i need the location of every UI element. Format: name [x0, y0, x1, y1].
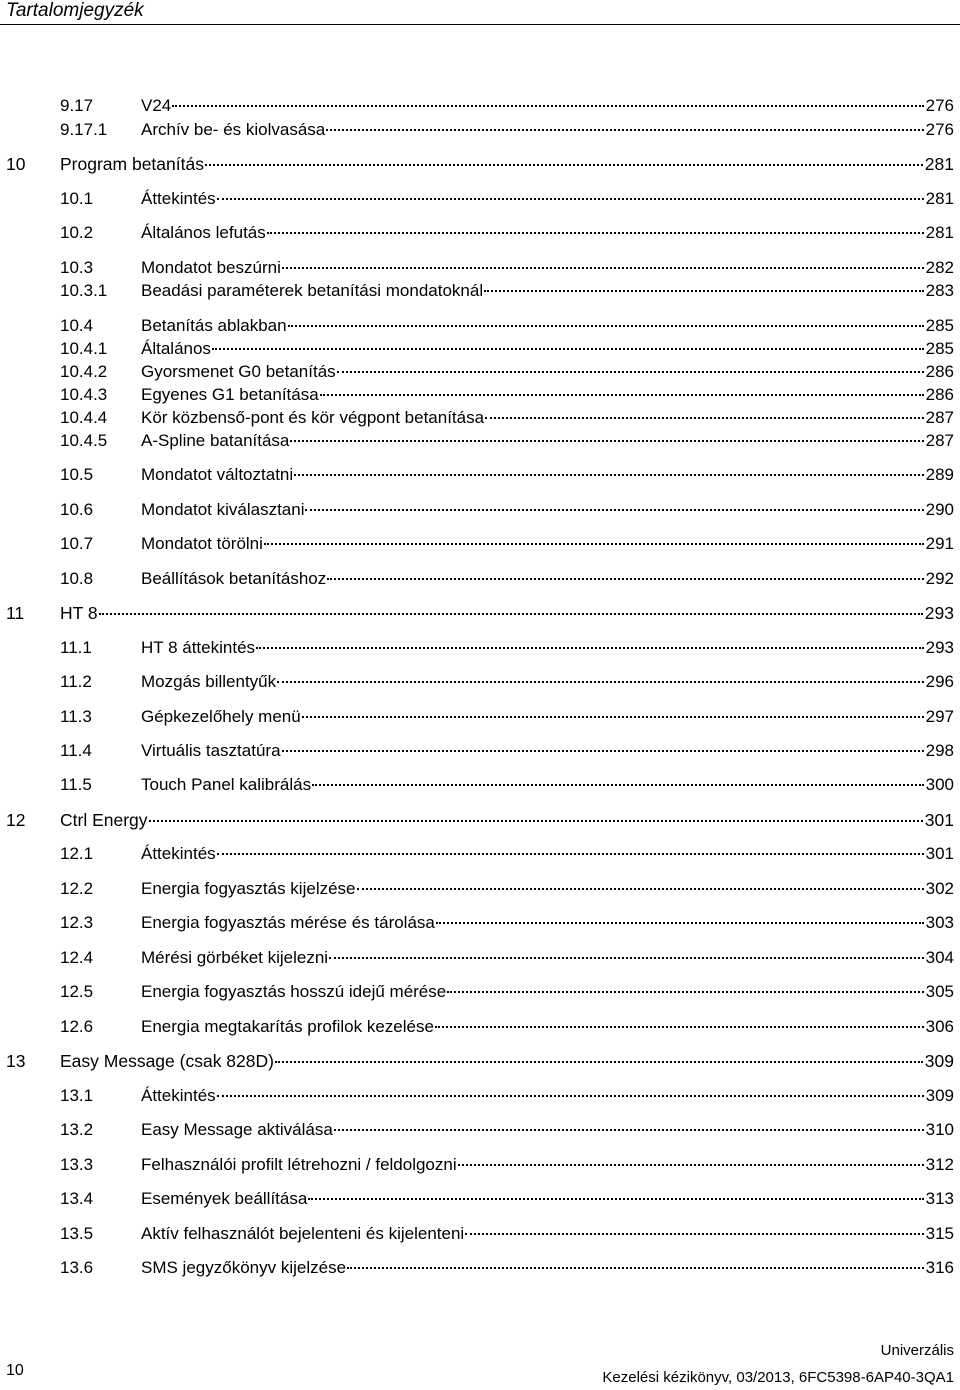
- toc-entry-page-number: 301: [924, 810, 954, 830]
- toc-entry-page-number: 281: [925, 189, 954, 208]
- toc-entry-title: HT 8: [60, 603, 98, 623]
- toc-entry-page-number: 300: [925, 775, 954, 794]
- toc-entry-number: 11.4: [60, 741, 92, 760]
- toc-entry-number: 10.8: [60, 569, 94, 588]
- toc-entry-number: 10.4.2: [60, 362, 108, 381]
- dot-leader: [485, 417, 924, 419]
- toc-entry-page-number: 301: [925, 844, 954, 863]
- toc-entry-page-number: 313: [925, 1189, 954, 1208]
- toc-entry-title: Energia megtakarítás profilok kezelése: [141, 1017, 434, 1036]
- toc-entry-page-number: 281: [924, 154, 954, 174]
- dot-leader: [337, 371, 924, 373]
- toc-entry-page-number: 297: [925, 707, 954, 726]
- toc-entry-page-number: 287: [925, 431, 954, 450]
- dot-leader: [329, 957, 924, 959]
- toc-entry-number: 12.5: [60, 982, 94, 1001]
- toc-entry[interactable]: [0, 188, 960, 210]
- dot-leader: [290, 440, 923, 442]
- toc-entry-title: Események beállítása: [141, 1189, 308, 1208]
- toc-entry-page-number: 296: [925, 672, 954, 691]
- dot-leader: [212, 348, 924, 350]
- toc-entry-number: 13: [6, 1051, 26, 1071]
- toc-entry[interactable]: [0, 1016, 960, 1038]
- dot-leader: [347, 1267, 924, 1269]
- toc-entry[interactable]: [0, 338, 960, 360]
- toc-entry-page-number: 304: [925, 948, 954, 967]
- header-divider: [0, 24, 960, 25]
- toc-entry[interactable]: [0, 706, 960, 728]
- toc-entry[interactable]: [0, 1119, 960, 1141]
- toc-entry-title: Beadási paraméterek betanítási mondatoknál: [141, 281, 484, 300]
- dot-leader: [334, 1129, 924, 1131]
- toc-entry-line: [141, 280, 954, 302]
- toc-entry-number: 10.4.5: [60, 431, 108, 450]
- toc-entry-page-number: 286: [925, 385, 954, 404]
- dot-leader: [264, 543, 924, 545]
- toc-entry[interactable]: [0, 95, 960, 117]
- toc-entry[interactable]: [0, 947, 960, 969]
- toc-entry-title: Beállítások betanításhoz: [141, 569, 327, 588]
- toc-entry[interactable]: [0, 981, 960, 1003]
- toc-entry-title: Mondatot törölni: [141, 534, 263, 553]
- toc-entry-line: [60, 809, 954, 831]
- dot-leader: [149, 820, 923, 822]
- toc-entry-line: [141, 706, 954, 728]
- toc-entry-line: [141, 774, 954, 796]
- toc-entry-page-number: 298: [925, 741, 954, 760]
- dot-leader: [308, 1198, 923, 1200]
- toc-entry-page-number: 289: [925, 465, 954, 484]
- toc-entry[interactable]: [0, 1085, 960, 1107]
- toc-entry-title: Kör közbenső-pont és kör végpont betanítása: [141, 408, 485, 427]
- toc-entry-title: Mondatot beszúrni: [141, 258, 281, 277]
- toc-entry[interactable]: [0, 1257, 960, 1279]
- toc-entry-number: 13.6: [60, 1258, 94, 1277]
- toc-entry-line: [141, 315, 954, 337]
- toc-entry-number: 10.3.1: [60, 281, 108, 300]
- toc-entry-page-number: 287: [925, 408, 954, 427]
- toc-entry[interactable]: [0, 430, 960, 452]
- toc-entry-number: 12.3: [60, 913, 94, 932]
- dot-leader: [357, 888, 924, 890]
- toc-entry-title: Mondatot kiválasztani: [141, 500, 305, 519]
- toc-entry[interactable]: [0, 222, 960, 244]
- toc-entry-title: HT 8 áttekintés: [141, 638, 256, 657]
- dot-leader: [326, 129, 923, 131]
- toc-entry-line: [141, 384, 954, 406]
- toc-entry[interactable]: [0, 464, 960, 486]
- dot-leader: [282, 267, 924, 269]
- toc-entry[interactable]: [0, 843, 960, 865]
- toc-entry-number: 12.4: [60, 948, 94, 967]
- toc-entry[interactable]: [0, 361, 960, 383]
- toc-entry-number: 10.1: [60, 189, 94, 208]
- toc-entry-number: 9.17: [60, 96, 94, 115]
- toc-entry-line: [141, 671, 954, 693]
- toc-entry-title: Ctrl Energy: [60, 810, 148, 830]
- toc-entry-title: Áttekintés: [141, 189, 216, 208]
- dot-leader: [205, 164, 923, 166]
- toc-entry[interactable]: [0, 153, 960, 175]
- dot-leader: [327, 578, 923, 580]
- toc-entry-line: [141, 119, 954, 141]
- toc-entry-line: [141, 1257, 954, 1279]
- toc-entry-number: 10.7: [60, 534, 94, 553]
- toc-entry-page-number: 281: [925, 223, 954, 242]
- toc-entry-line: [141, 257, 954, 279]
- toc-entry-number: 11.3: [60, 707, 92, 726]
- toc-entry-page-number: 309: [924, 1051, 954, 1071]
- toc-entry-number: 10.6: [60, 500, 94, 519]
- toc-entry-line: [141, 878, 954, 900]
- toc-entry-title: Mérési görbéket kijelezni: [141, 948, 329, 967]
- toc-entry-number: 11.1: [60, 638, 92, 657]
- toc-entry[interactable]: [0, 912, 960, 934]
- toc-entry-page-number: 316: [925, 1258, 954, 1277]
- toc-entry-line: [141, 499, 954, 521]
- toc-entry-number: 13.2: [60, 1120, 94, 1139]
- toc-entry-title: Betanítás ablakban: [141, 316, 287, 335]
- toc-entry-title: Aktív felhasználót bejelenteni és kijelenteni: [141, 1224, 465, 1243]
- toc-entry-line: [141, 1188, 954, 1210]
- toc-entry-title: Gépkezelőhely menü: [141, 707, 301, 726]
- dot-leader: [294, 474, 923, 476]
- toc-entry-line: [141, 1085, 954, 1107]
- toc-entry-page-number: 276: [925, 96, 954, 115]
- toc-entry-title: V24: [141, 96, 172, 115]
- toc-entry-line: [141, 568, 954, 590]
- toc-entry[interactable]: [0, 602, 960, 624]
- toc-entry-page-number: 302: [925, 879, 954, 898]
- toc-entry-title: Áttekintés: [141, 1086, 216, 1105]
- toc-entry-number: 10.3: [60, 258, 94, 277]
- toc-entry-line: [141, 912, 954, 934]
- toc-entry-line: [141, 338, 954, 360]
- toc-entry-line: [141, 407, 954, 429]
- dot-leader: [275, 1061, 923, 1063]
- toc-entry-number: 13.3: [60, 1155, 94, 1174]
- toc-entry[interactable]: [0, 384, 960, 406]
- dot-leader: [267, 232, 924, 234]
- dot-leader: [312, 784, 924, 786]
- dot-leader: [217, 853, 924, 855]
- page-header-title: Tartalomjegyzék: [6, 0, 144, 21]
- toc-entry-line: [60, 1050, 954, 1072]
- toc-entry-page-number: 290: [925, 500, 954, 519]
- toc-entry-line: [141, 222, 954, 244]
- toc-entry-title: Easy Message aktiválása: [141, 1120, 333, 1139]
- toc-entry-page-number: 312: [925, 1155, 954, 1174]
- toc-entry-page-number: 293: [924, 603, 954, 623]
- toc-entry-number: 12.6: [60, 1017, 94, 1036]
- toc-entry-line: [141, 947, 954, 969]
- dot-leader: [484, 290, 924, 292]
- toc-entry-number: 10.4.4: [60, 408, 108, 427]
- toc-entry-line: [141, 1154, 954, 1176]
- toc-entry-title: Energia fogyasztás mérése és tárolása: [141, 913, 435, 932]
- toc-entry-page-number: 283: [925, 281, 954, 300]
- toc-entry[interactable]: [0, 1050, 960, 1072]
- footer-section: Univerzális: [880, 1342, 954, 1359]
- toc-entry-line: [141, 843, 954, 865]
- dot-leader: [435, 1026, 924, 1028]
- toc-entry-line: [141, 981, 954, 1003]
- toc-entry-number: 10.4.3: [60, 385, 108, 404]
- toc-entry-number: 13.5: [60, 1224, 94, 1243]
- toc-entry[interactable]: [0, 257, 960, 279]
- dot-leader: [256, 647, 924, 649]
- toc-entry-title: Mozgás billentyűk: [141, 672, 277, 691]
- toc-entry-title: Energia fogyasztás kijelzése: [141, 879, 356, 898]
- dot-leader: [282, 750, 924, 752]
- toc-entry[interactable]: [0, 1154, 960, 1176]
- toc-entry-title: Archív be- és kiolvasása: [141, 120, 326, 139]
- toc-entry-page-number: 292: [925, 569, 954, 588]
- toc-entry-title: Touch Panel kalibrálás: [141, 775, 312, 794]
- toc-entry-line: [141, 188, 954, 210]
- toc-entry-title: Energia fogyasztás hosszú idejű mérése: [141, 982, 447, 1001]
- toc-entry-number: 10.5: [60, 465, 94, 484]
- toc-entry-title: Áttekintés: [141, 844, 216, 863]
- dot-leader: [277, 681, 924, 683]
- dot-leader: [458, 1164, 924, 1166]
- toc-entry[interactable]: [0, 1188, 960, 1210]
- toc-entry-number: 10.4.1: [60, 339, 108, 358]
- toc-entry-number: 10.2: [60, 223, 94, 242]
- toc-entry-page-number: 285: [925, 316, 954, 335]
- toc-entry-page-number: 303: [925, 913, 954, 932]
- toc-entry-line: [141, 533, 954, 555]
- dot-leader: [99, 613, 923, 615]
- toc-entry-title: Easy Message (csak 828D): [60, 1051, 274, 1071]
- toc-entry-title: Gyorsmenet G0 betanítás: [141, 362, 336, 381]
- toc-entry[interactable]: [0, 315, 960, 337]
- toc-entry-page-number: 310: [925, 1120, 954, 1139]
- toc-entry-title: A-Spline batanítása: [141, 431, 290, 450]
- toc-entry-number: 11: [6, 603, 25, 623]
- toc-entry[interactable]: [0, 533, 960, 555]
- toc-entry-line: [141, 740, 954, 762]
- toc-entry-page-number: 282: [925, 258, 954, 277]
- toc-entry-number: 13.1: [60, 1086, 94, 1105]
- dot-leader: [436, 922, 924, 924]
- toc-entry-number: 12: [6, 810, 26, 830]
- toc-entry-page-number: 285: [925, 339, 954, 358]
- dot-leader: [288, 325, 924, 327]
- toc-entry-page-number: 309: [925, 1086, 954, 1105]
- dot-leader: [320, 394, 924, 396]
- toc-entry[interactable]: [0, 740, 960, 762]
- toc-entry-number: 10.4: [60, 316, 94, 335]
- toc-entry[interactable]: [0, 809, 960, 831]
- toc-entry-title: Mondatot változtatni: [141, 465, 294, 484]
- dot-leader: [305, 509, 923, 511]
- toc-entry-line: [141, 1223, 954, 1245]
- toc-entry[interactable]: [0, 499, 960, 521]
- footer-page-number: 10: [6, 1362, 24, 1379]
- toc-entry-page-number: 306: [925, 1017, 954, 1036]
- dot-leader: [217, 198, 924, 200]
- toc-entry-number: 10: [6, 154, 26, 174]
- toc-entry-line: [141, 95, 954, 117]
- dot-leader: [302, 716, 924, 718]
- dot-leader: [447, 991, 923, 993]
- toc-entry-number: 12.2: [60, 879, 94, 898]
- toc-entry[interactable]: [0, 280, 960, 302]
- toc-entry-line: [141, 1119, 954, 1141]
- toc-entry[interactable]: [0, 774, 960, 796]
- toc-entry[interactable]: [0, 1223, 960, 1245]
- toc-entry[interactable]: [0, 407, 960, 429]
- toc-entry-page-number: 305: [925, 982, 954, 1001]
- toc-entry-line: [60, 153, 954, 175]
- toc-entry-line: [60, 602, 954, 624]
- toc-entry-line: [141, 430, 954, 452]
- toc-entry-number: 13.4: [60, 1189, 94, 1208]
- toc-entry-title: Egyenes G1 betanítása: [141, 385, 319, 404]
- toc-entry[interactable]: [0, 568, 960, 590]
- toc-entry[interactable]: [0, 878, 960, 900]
- toc-entry-number: 9.17.1: [60, 120, 108, 139]
- toc-entry[interactable]: [0, 671, 960, 693]
- toc-entry-page-number: 293: [925, 638, 954, 657]
- toc-entry-title: Felhasználói profilt létrehozni / feldolgozni: [141, 1155, 457, 1174]
- dot-leader: [217, 1095, 924, 1097]
- toc-entry[interactable]: [0, 119, 960, 141]
- toc-entry-number: 11.5: [60, 775, 92, 794]
- toc-entry-page-number: 315: [925, 1224, 954, 1243]
- toc-entry-title: Általános lefutás: [141, 223, 266, 242]
- toc-entry-number: 11.2: [60, 672, 92, 691]
- toc-entry-line: [141, 1016, 954, 1038]
- dot-leader: [172, 105, 923, 107]
- toc-entry-title: Virtuális tasztatúra: [141, 741, 281, 760]
- footer-document-info: Kezelési kézikönyv, 03/2013, 6FC5398-6AP40-3QA1: [602, 1369, 954, 1386]
- toc-entry-page-number: 286: [925, 362, 954, 381]
- toc-entry-line: [141, 637, 954, 659]
- toc-entry-title: Általános: [141, 339, 211, 358]
- toc-entry-title: Program betanítás: [60, 154, 204, 174]
- toc-entry-line: [141, 361, 954, 383]
- toc-entry-title: SMS jegyzőkönyv kijelzése: [141, 1258, 347, 1277]
- toc-entry[interactable]: [0, 637, 960, 659]
- toc-entry-page-number: 291: [925, 534, 954, 553]
- toc-entry-page-number: 276: [925, 120, 954, 139]
- toc-entry-number: 12.1: [60, 844, 94, 863]
- toc-entry-line: [141, 464, 954, 486]
- dot-leader: [465, 1233, 923, 1235]
